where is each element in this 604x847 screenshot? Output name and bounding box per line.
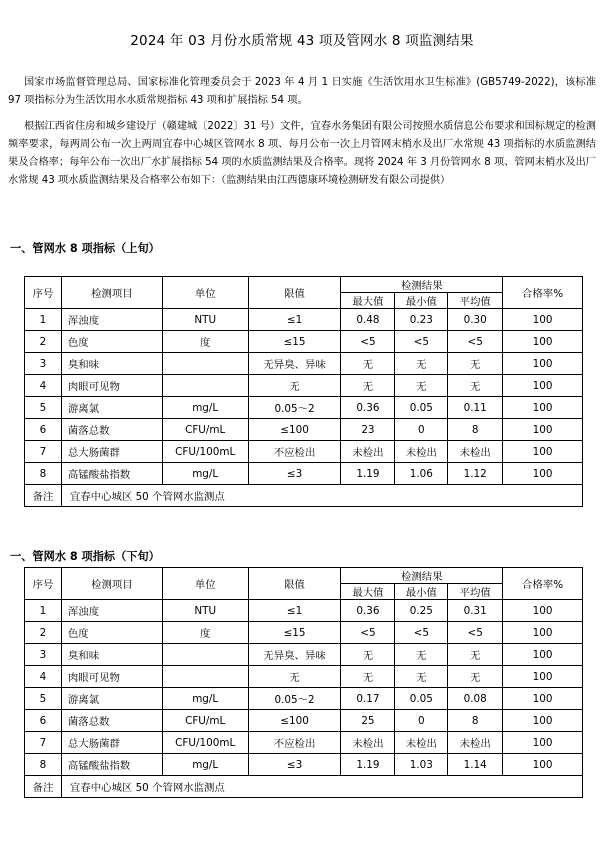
cell-item: 总大肠菌群 (61, 732, 162, 754)
cell-avg: <5 (448, 331, 503, 353)
cell-pass-rate: 100 (503, 419, 583, 441)
cell-seq: 4 (25, 375, 62, 397)
table-row (25, 441, 583, 463)
cell-pass-rate: 100 (503, 622, 583, 644)
cell-max: 0.36 (341, 397, 395, 419)
cell-min: 未检出 (395, 441, 448, 463)
cell-seq: 8 (25, 463, 62, 485)
cell-max: 0.17 (341, 688, 395, 710)
cell-limit: ≤3 (248, 754, 341, 776)
table-row (25, 732, 583, 754)
cell-seq: 7 (25, 732, 62, 754)
cell-min: 0.23 (395, 309, 448, 331)
cell-avg: 0.30 (448, 309, 503, 331)
cell-pass-rate: 100 (503, 754, 583, 776)
cell-limit: 0.05～2 (248, 688, 341, 710)
header-min: 最小值 (395, 584, 448, 600)
cell-max: <5 (341, 622, 395, 644)
cell-min: 无 (395, 666, 448, 688)
cell-limit: ≤1 (248, 600, 341, 622)
cell-avg: 无 (448, 375, 503, 397)
header-unit: 单位 (162, 568, 248, 600)
cell-unit (162, 375, 248, 397)
cell-max: 未检出 (341, 441, 395, 463)
header-avg: 平均值 (448, 584, 503, 600)
table-row (25, 463, 583, 485)
cell-pass-rate: 100 (503, 375, 583, 397)
cell-max: 无 (341, 666, 395, 688)
results-table-second (24, 567, 583, 798)
cell-max: 无 (341, 375, 395, 397)
cell-limit: ≤15 (248, 622, 341, 644)
cell-pass-rate: 100 (503, 688, 583, 710)
header-max: 最大值 (341, 293, 395, 309)
table-body-second (25, 600, 583, 776)
cell-max: 未检出 (341, 732, 395, 754)
cell-pass-rate: 100 (503, 309, 583, 331)
header-min: 最小值 (395, 293, 448, 309)
cell-max: 1.19 (341, 463, 395, 485)
table-row (25, 644, 583, 666)
cell-max: 1.19 (341, 754, 395, 776)
cell-seq: 3 (25, 353, 62, 375)
note-text: 宜春中心城区 50 个管网水监测点 (61, 776, 582, 798)
cell-limit: 无 (248, 375, 341, 397)
cell-min: 无 (395, 353, 448, 375)
table-row (25, 754, 583, 776)
cell-min: <5 (395, 622, 448, 644)
cell-avg: 0.11 (448, 397, 503, 419)
cell-limit: ≤3 (248, 463, 341, 485)
cell-unit: mg/L (162, 754, 248, 776)
cell-limit: 无 (248, 666, 341, 688)
note-label: 备注 (25, 776, 62, 798)
section-title-second: 一、管网水 8 项指标（下旬） (10, 550, 160, 563)
cell-pass-rate: 100 (503, 732, 583, 754)
cell-limit: 不应检出 (248, 441, 341, 463)
cell-unit: CFU/100mL (162, 732, 248, 754)
cell-avg: <5 (448, 622, 503, 644)
cell-limit: ≤1 (248, 309, 341, 331)
cell-unit: CFU/mL (162, 419, 248, 441)
table-row (25, 397, 583, 419)
cell-min: 无 (395, 644, 448, 666)
table-row (25, 331, 583, 353)
cell-pass-rate: 100 (503, 331, 583, 353)
cell-seq: 5 (25, 397, 62, 419)
cell-seq: 3 (25, 644, 62, 666)
cell-unit (162, 666, 248, 688)
cell-max: 0.48 (341, 309, 395, 331)
cell-item: 色度 (61, 622, 162, 644)
cell-min: 0 (395, 419, 448, 441)
header-unit: 单位 (162, 277, 248, 309)
cell-seq: 7 (25, 441, 62, 463)
cell-item: 高锰酸盐指数 (61, 754, 162, 776)
cell-avg: 8 (448, 710, 503, 732)
cell-min: 0 (395, 710, 448, 732)
cell-max: 0.36 (341, 600, 395, 622)
cell-seq: 6 (25, 419, 62, 441)
basis-paragraph: 根据江西省住房和城乡建设厅（赣建城〔2022〕31 号）文件，宜春水务集团有限公司按照水质信息公布要求和国标规定的检测频率要求，每两周公布一次上两周宜春中心城区管网水 8 项、每月公布一次上月管网末梢水及出厂水常规 43 项指标的水质监测结果及合格率；每年公布一次出厂水扩展指标 54 项的水质监测结果及合格率。现将 2024 年 3 月份管网水 8 项、管网末梢水及出厂水常规 43 项水质监测结果及合格率公布如下：（监测结果由江西德康环境检测研发有限公司提供） (8, 121, 596, 186)
cell-unit (162, 644, 248, 666)
cell-pass-rate: 100 (503, 600, 583, 622)
header-seq: 序号 (25, 568, 62, 600)
cell-pass-rate: 100 (503, 710, 583, 732)
note-label: 备注 (25, 485, 62, 507)
cell-pass-rate: 100 (503, 397, 583, 419)
cell-seq: 4 (25, 666, 62, 688)
cell-avg: 1.12 (448, 463, 503, 485)
cell-avg: 8 (448, 419, 503, 441)
header-pass-rate: 合格率% (503, 568, 583, 600)
cell-avg: 无 (448, 666, 503, 688)
cell-item: 臭和味 (61, 353, 162, 375)
cell-max: 无 (341, 644, 395, 666)
cell-avg: 1.14 (448, 754, 503, 776)
cell-pass-rate: 100 (503, 441, 583, 463)
cell-min: 无 (395, 375, 448, 397)
cell-limit: ≤100 (248, 419, 341, 441)
cell-max: 25 (341, 710, 395, 732)
cell-limit: ≤15 (248, 331, 341, 353)
cell-item: 高锰酸盐指数 (61, 463, 162, 485)
cell-limit: ≤100 (248, 710, 341, 732)
cell-avg: 未检出 (448, 441, 503, 463)
cell-seq: 8 (25, 754, 62, 776)
cell-item: 菌落总数 (61, 419, 162, 441)
header-avg: 平均值 (448, 293, 503, 309)
table-row (25, 666, 583, 688)
cell-item: 色度 (61, 331, 162, 353)
cell-item: 总大肠菌群 (61, 441, 162, 463)
intro-paragraph: 国家市场监督管理总局、国家标准化管理委员会于 2023 年 4 月 1 日实施《生活饮用水卫生标准》(GB5749-2022)，该标准 97 项指标分为生活饮用水水质常规指标 43 项和扩展指标 54 项。 (8, 77, 596, 106)
cell-min: 0.05 (395, 397, 448, 419)
cell-limit: 无异臭、异味 (248, 353, 341, 375)
cell-seq: 1 (25, 600, 62, 622)
table-row (25, 353, 583, 375)
cell-avg: 无 (448, 353, 503, 375)
header-item: 检测项目 (61, 277, 162, 309)
cell-min: 1.06 (395, 463, 448, 485)
cell-item: 菌落总数 (61, 710, 162, 732)
cell-seq: 2 (25, 331, 62, 353)
header-limit: 限值 (248, 277, 341, 309)
cell-unit: NTU (162, 309, 248, 331)
page-title: 2024 年 03 月份水质常规 43 项及管网水 8 项监测结果 (130, 33, 474, 49)
table-row (25, 688, 583, 710)
cell-unit: 度 (162, 331, 248, 353)
header-result: 检测结果 (341, 277, 503, 293)
header-pass-rate: 合格率% (503, 277, 583, 309)
header-max: 最大值 (341, 584, 395, 600)
cell-item: 浑浊度 (61, 600, 162, 622)
cell-seq: 5 (25, 688, 62, 710)
cell-min: <5 (395, 331, 448, 353)
cell-unit: mg/L (162, 688, 248, 710)
cell-unit (162, 353, 248, 375)
cell-item: 肉眼可见物 (61, 375, 162, 397)
cell-unit: 度 (162, 622, 248, 644)
cell-max: <5 (341, 331, 395, 353)
cell-max: 无 (341, 353, 395, 375)
cell-limit: 不应检出 (248, 732, 341, 754)
cell-item: 肉眼可见物 (61, 666, 162, 688)
cell-item: 臭和味 (61, 644, 162, 666)
header-item: 检测项目 (61, 568, 162, 600)
cell-pass-rate: 100 (503, 353, 583, 375)
header-limit: 限值 (248, 568, 341, 600)
table-row (25, 309, 583, 331)
header-seq: 序号 (25, 277, 62, 309)
cell-max: 23 (341, 419, 395, 441)
cell-avg: 0.31 (448, 600, 503, 622)
cell-avg: 0.08 (448, 688, 503, 710)
table-row (25, 600, 583, 622)
results-table-first (24, 276, 583, 507)
cell-unit: CFU/100mL (162, 441, 248, 463)
table-row (25, 375, 583, 397)
cell-min: 0.25 (395, 600, 448, 622)
cell-pass-rate: 100 (503, 463, 583, 485)
cell-item: 游离氯 (61, 397, 162, 419)
note-text: 宜春中心城区 50 个管网水监测点 (61, 485, 582, 507)
cell-limit: 无异臭、异味 (248, 644, 341, 666)
cell-pass-rate: 100 (503, 644, 583, 666)
cell-min: 0.05 (395, 688, 448, 710)
cell-item: 游离氯 (61, 688, 162, 710)
cell-unit: CFU/mL (162, 710, 248, 732)
cell-min: 1.03 (395, 754, 448, 776)
table-row (25, 710, 583, 732)
cell-unit: mg/L (162, 397, 248, 419)
table-row (25, 622, 583, 644)
table-body-first (25, 309, 583, 485)
cell-unit: NTU (162, 600, 248, 622)
cell-min: 未检出 (395, 732, 448, 754)
section-title-first: 一、管网水 8 项指标（上旬） (10, 242, 160, 255)
cell-avg: 未检出 (448, 732, 503, 754)
cell-limit: 0.05～2 (248, 397, 341, 419)
header-result: 检测结果 (341, 568, 503, 584)
table-row (25, 419, 583, 441)
cell-seq: 2 (25, 622, 62, 644)
cell-item: 浑浊度 (61, 309, 162, 331)
cell-seq: 1 (25, 309, 62, 331)
cell-seq: 6 (25, 710, 62, 732)
cell-avg: 无 (448, 644, 503, 666)
cell-unit: mg/L (162, 463, 248, 485)
cell-pass-rate: 100 (503, 666, 583, 688)
